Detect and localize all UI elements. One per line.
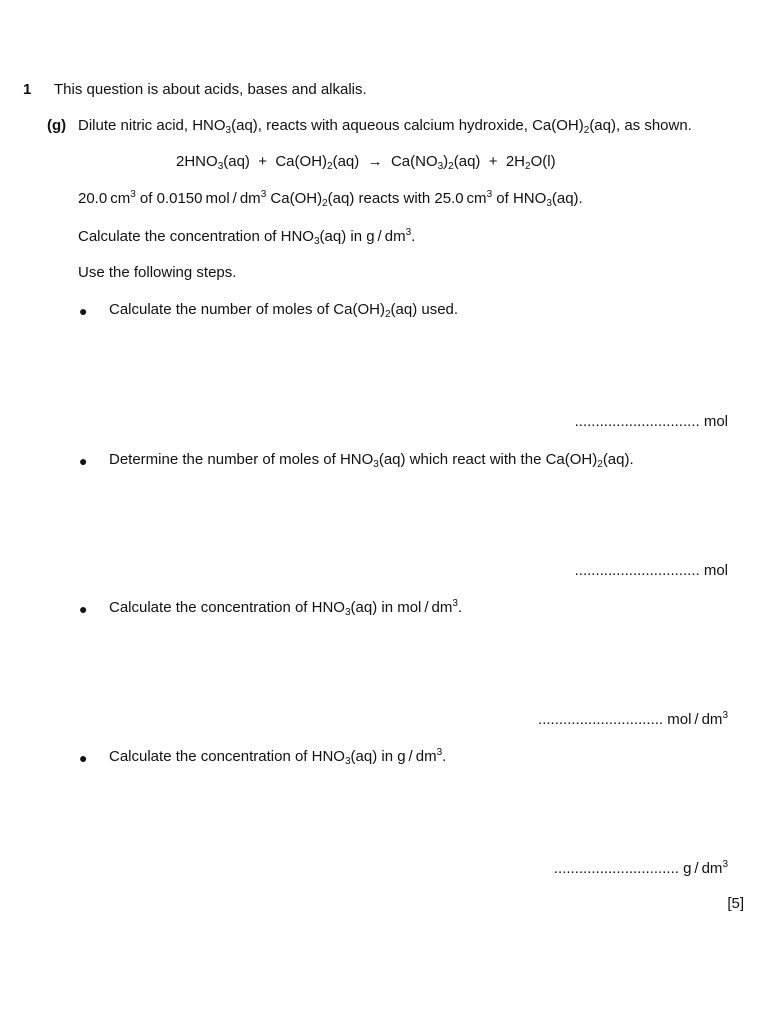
step-3-bullet: ● <box>79 601 88 617</box>
answer-unit: mol / $dm^3$ <box>663 710 728 728</box>
step-2-bullet: ● <box>79 453 88 469</box>
answer-dots: .............................. <box>553 860 679 877</box>
part-label: (g) <box>47 117 67 134</box>
reaction-data: 20.0 $cm^3$ of 0.0150 mol / $dm^3$ $Ca(OH)_2(aq)$ reacts with 25.0 $cm^3$ of $HNO_3(aq)$. <box>78 189 583 209</box>
step-4-answer-line[interactable] <box>554 860 728 878</box>
answer-unit: mol <box>699 562 728 579</box>
question-stem: This question is about acids, bases and alkalis. <box>54 81 367 98</box>
step-1-text: Calculate the number of moles of $Ca(OH)_2(aq)$ used. <box>109 301 459 320</box>
step-4-text: Calculate the concentration of $HNO_3(aq)$ in g / $dm^3$. <box>109 747 447 767</box>
step-1-answer-line[interactable] <box>575 413 728 431</box>
part-intro: Dilute nitric acid, $HNO_3(aq)$, reacts with aqueous calcium hydroxide, $Ca(OH)_2(aq)$, as shown. <box>78 117 692 136</box>
step-4-bullet: ● <box>79 750 88 766</box>
chemical-equation: $2HNO_3(aq) + Ca(OH)_2(aq) \to Ca(NO_3)_2(aq) + 2H_2O(l)$ <box>176 153 556 172</box>
step-2-answer-line[interactable] <box>575 562 728 580</box>
steps-intro: Use the following steps. <box>78 264 237 281</box>
answer-unit: g / $dm^3$ <box>678 859 728 877</box>
answer-dots: .............................. <box>538 711 664 728</box>
question-number: 1 <box>23 81 32 98</box>
step-2-text: Determine the number of moles of $HNO_3(aq)$ which react with the $Ca(OH)_2(aq)$. <box>109 451 634 470</box>
answer-dots: .............................. <box>574 413 700 430</box>
step-3-text: Calculate the concentration of $HNO_3(aq)$ in mol / $dm^3$. <box>109 598 463 618</box>
answer-unit: mol <box>699 413 728 430</box>
step-3-answer-line[interactable] <box>538 711 728 729</box>
answer-dots: .............................. <box>574 562 700 579</box>
marks-allocation: [5] <box>727 895 744 912</box>
step-1-bullet: ● <box>79 303 88 319</box>
task-statement: Calculate the concentration of $HNO_3(aq)$ in g / $dm^3$. <box>78 227 416 247</box>
